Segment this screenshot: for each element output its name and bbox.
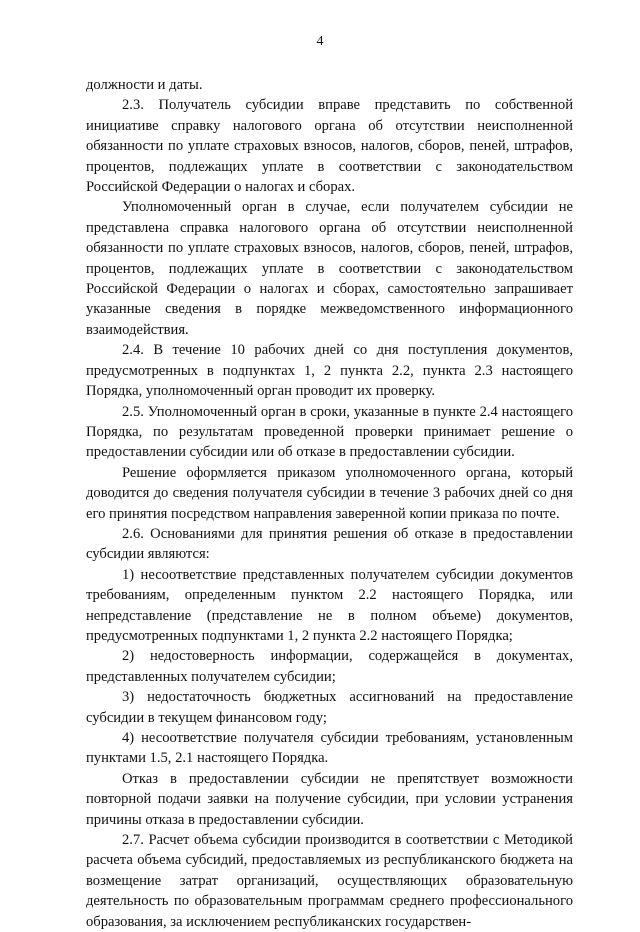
paragraph-2-7: 2.7. Расчет объема субсидии производится в соответствии с Методикой расчета объема субсидий, предоставляемых из республиканского бюджета на возмещение затрат организаций, осуществляющих образовательную деятельность по образовательным программам среднего профессионального образования, за исключением республиканских государствен-	[86, 832, 573, 930]
paragraph-2-5: 2.5. Уполномоченный орган в сроки, указанные в пункте 2.4 настоящего Порядка, по результатам проведенной проверки принимает решение о предоставлении субсидии или об отказе в предоставлении субсидии.	[86, 403, 573, 461]
paragraph-refusal: Отказ в предоставлении субсидии не препятствует возможности повторной подачи заявки на получение субсидии, при условии устранения причины отказа в предоставлении субсидии.	[86, 770, 573, 828]
paragraph-decision: Решение оформляется приказом уполномоченного органа, который доводится до сведения получателя субсидии в течение 3 рабочих дней со дня его принятия посредством направления заверенной копии приказа по почте.	[86, 464, 573, 522]
list-item-3: 3) недостаточность бюджетных ассигнований на предоставление субсидии в текущем финансовом году;	[86, 689, 573, 726]
paragraph-2-4: 2.4. В течение 10 рабочих дней со дня поступления документов, предусмотренных в подпунктах 1, 2 пункта 2.2, пункта 2.3 настоящего Порядка, уполномоченный орган проводит их проверку.	[86, 342, 573, 400]
list-item-2: 2) недостоверность информации, содержащейся в документах, представленных получателем субсидии;	[86, 648, 573, 685]
list-item-4: 4) несоответствие получателя субсидии требованиям, установленным пунктами 1.5, 2.1 настоящего Порядка.	[86, 730, 573, 767]
list-item-1: 1) несоответствие представленных получателем субсидии документов требованиям, определенным пунктом 2.2 настоящего Порядка, или непредставление (представление не в полном объеме) документов, предусмотренных подпунктами 1, 2 пункта 2.2 настоящего Порядка;	[86, 566, 573, 644]
paragraph-continuation: должности и даты.	[86, 77, 203, 93]
paragraph-2-6: 2.6. Основаниями для принятия решения об отказе в предоставлении субсидии являются:	[86, 525, 573, 563]
paragraph-2-3: 2.3. Получатель субсидии вправе представить по собственной инициативе справку налогового органа об отсутствии неисполненной обязанности по уплате страховых взносов, налогов, сборов, пеней, штрафов, процентов, подлежащих уплате в соответствии с законодательством Российской Федерации о налогах и сборах.	[86, 97, 573, 196]
document-body	[86, 75, 573, 932]
page-number: 4	[316, 34, 324, 49]
paragraph-authority-request: Уполномоченный орган в случае, если получателем субсидии не представлена справка налогового органа об отсутствии неисполненной обязанности по уплате страховых взносов, налогов, сборов, пеней, штрафов, процентов, подлежащих уплате в соответствии с законодательством Российской Федерации о налогах и сборах, самостоятельно запрашивает указанные сведения в порядке межведомственного информационного взаимодействия.	[86, 199, 573, 338]
